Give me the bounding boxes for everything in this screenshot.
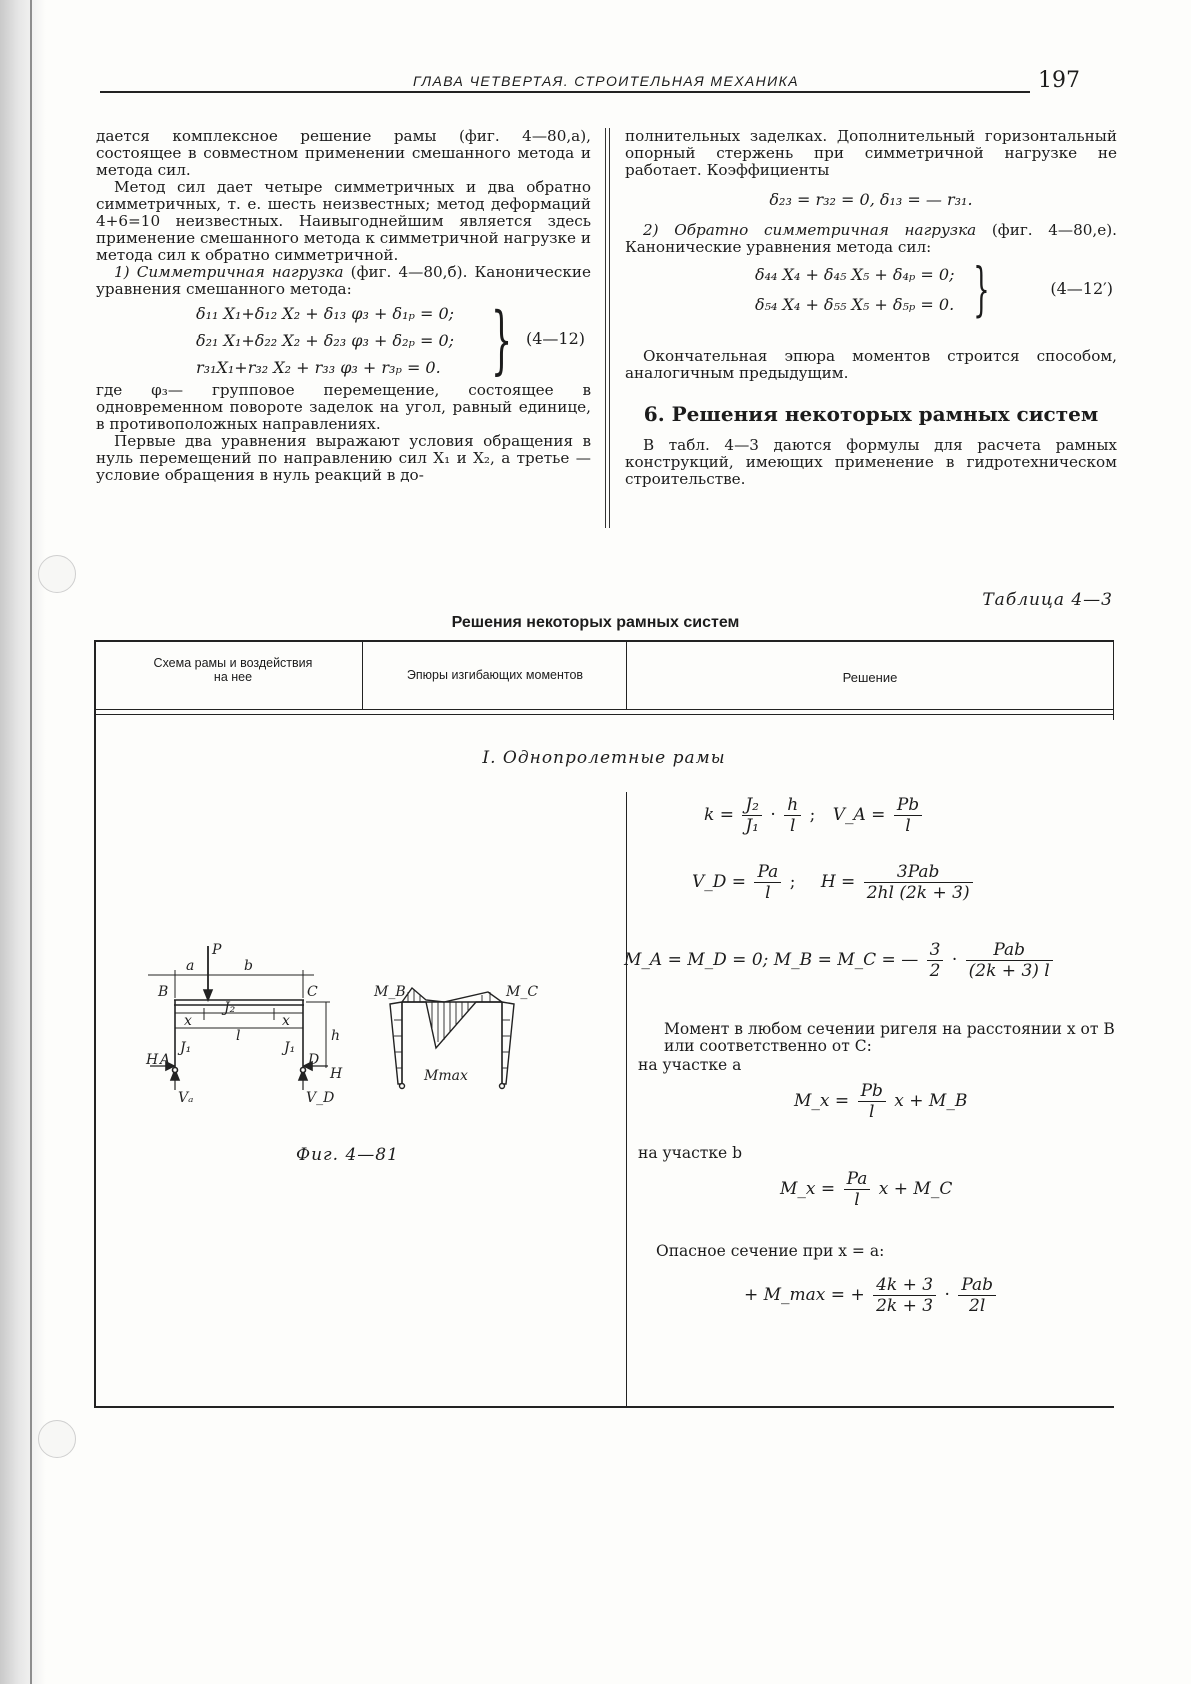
coefficient-equation: δ₂₃ = r₃₂ = 0, δ₁₃ = — r₃₁.: [769, 190, 973, 209]
fig-label-mc: M_C: [506, 984, 539, 1000]
table-section-single-span: I. Однопролетные рамы: [482, 748, 726, 768]
denominator: 2l: [969, 1296, 986, 1316]
fig-label-vd: V_D: [306, 1090, 335, 1106]
fig-label-j2: J₂: [224, 1000, 236, 1016]
fig-label-l: l: [236, 1028, 241, 1044]
fraction-4k3-2k3: [873, 1275, 936, 1316]
numerator: Pa: [754, 862, 781, 883]
equation-4-12-line-2: δ₂₁ X₁+δ₂₂ X₂ + δ₂₃ φ₃ + δ₂ₚ = 0;: [196, 331, 455, 350]
dot: ·: [944, 1285, 950, 1305]
m-lhs: M_A = M_D = 0; M_B = M_C = —: [624, 950, 919, 970]
fraction-pb-l: [858, 1081, 886, 1122]
table-label: Таблица 4—3: [982, 590, 1113, 610]
numerator: Pab: [958, 1275, 996, 1296]
antisymmetric-load-lead: 2) Обратно симметричная нагрузка: [643, 221, 977, 239]
fig-label-h: h: [331, 1028, 341, 1044]
denominator: 2k + 3: [876, 1296, 934, 1316]
fig-label-x-left: x: [184, 1013, 192, 1029]
section-heading: 6. Решения некоторых рамных систем: [643, 402, 1099, 426]
punch-hole-lower: [38, 1420, 76, 1458]
dot: ·: [951, 950, 958, 970]
mx1-lhs: M_x =: [794, 1091, 850, 1111]
chapter-title: ГЛАВА ЧЕТВЕРТАЯ. СТРОИТЕЛЬНАЯ МЕХАНИКА: [405, 73, 807, 89]
formula-vd-h: [692, 862, 976, 903]
fig-label-a: a: [186, 958, 195, 974]
antisymmetric-load-rest: (фиг. 4—80,е). Канонические уравнения метода сил:: [625, 221, 1118, 256]
fraction-pab-2k3l: [966, 940, 1053, 981]
right-column: [625, 128, 1117, 488]
table-header-scheme-line-2: на нее: [213, 670, 253, 684]
denominator: (2k + 3) l: [968, 961, 1050, 981]
symmetric-load-lead: 1) Симметричная нагрузка: [114, 263, 344, 281]
solution-text-segment-b: на участке b: [638, 1144, 743, 1162]
equation-4-12p-line-1: δ₄₄ X₄ + δ₄₅ X₅ + δ₄ₚ = 0;: [755, 265, 955, 284]
denominator: 2hl (2k + 3): [866, 883, 970, 903]
fraction-pa-l: [844, 1169, 871, 1210]
fig-label-x-right: x: [282, 1013, 290, 1029]
denominator: l: [869, 1102, 875, 1122]
numerator: 3: [927, 940, 944, 961]
mx2-rhs: x + M_C: [878, 1179, 953, 1199]
right-paragraph-3: Окончательная эпюра моментов строится способом, аналогичным предыдущим.: [625, 347, 1117, 382]
fig-label-va: Vₐ: [178, 1090, 194, 1106]
fig-label-a-node: A: [160, 1052, 171, 1068]
left-paragraph-4: где φ₃— групповое перемещение, состоящее в одновременном повороте заделок на угол, равный единице, в противоположных направлениях.: [96, 381, 591, 433]
fraction-pab-2l: [958, 1275, 996, 1316]
left-paragraph-2: Метод сил дает четыре симметричных и два обратно симметричных, т. е. шесть неизвестных; метод деформаций 4+6=10 неизвестных. Наивыгоднейшим является здесь применение смешанного метода к симметричной нагрузке и метода сил к обратно симметричной.: [96, 178, 591, 264]
punch-hole-upper: [38, 555, 76, 593]
left-column: [96, 128, 591, 484]
vd-lhs: V_D =: [692, 872, 747, 892]
denominator: l: [854, 1190, 860, 1210]
numerator: 3Pab: [864, 862, 973, 883]
dot: ·: [770, 805, 776, 825]
table-border-right: [1113, 640, 1115, 720]
denominator: 2: [929, 961, 941, 981]
scan-binding-line: [30, 0, 32, 1684]
table-title: Решения некоторых рамных систем: [451, 614, 740, 631]
fig-label-h-left: H: [146, 1052, 159, 1068]
fig-label-c-node: C: [307, 984, 318, 1000]
fig-label-mmax: Mmax: [424, 1068, 468, 1084]
fig-label-p: P: [212, 942, 222, 958]
denominator: l: [905, 816, 911, 836]
table-body-divider: [626, 792, 627, 1408]
numerator: Pa: [844, 1169, 871, 1190]
formula-mx-a: [794, 1081, 967, 1122]
figure-caption: Фиг. 4—81: [296, 1145, 399, 1165]
equation-system-4-12: [96, 297, 591, 383]
header-rule: [100, 91, 1080, 93]
table-border-top: [94, 640, 1114, 642]
fig-label-b: b: [244, 958, 253, 974]
equation-number-4-12: (4—12): [525, 329, 585, 348]
right-paragraph-4: В табл. 4—3 даются формулы для расчета рамных конструкций, имеющих применение в гидротехническом строительстве.: [625, 436, 1117, 488]
fig-label-b-node: B: [158, 984, 169, 1000]
equation-4-12-line-3: r₃₁X₁+r₃₂ X₂ + r₃₃ φ₃ + r₃ₚ = 0.: [196, 358, 441, 377]
equation-number-4-12-prime: (4—12′): [1050, 279, 1113, 298]
fraction-h-l: [784, 795, 801, 836]
fraction-pa-l: [754, 862, 781, 903]
left-paragraph-3: [96, 264, 591, 298]
equation-brace: }: [973, 255, 990, 323]
column-divider-a: [605, 128, 606, 528]
mx1-rhs: x + M_B: [894, 1091, 968, 1111]
formula-mx-b: [780, 1169, 952, 1210]
denominator: l: [765, 883, 771, 903]
table-border-bottom: [94, 1406, 1114, 1408]
numerator: h: [784, 795, 801, 816]
fig-label-d-node: D: [308, 1052, 320, 1068]
denominator: l: [789, 816, 796, 836]
page-number: 197: [1030, 68, 1080, 93]
separator: ;: [809, 805, 816, 825]
fraction-pb-l: [894, 795, 922, 836]
table-header-scheme: [108, 656, 358, 684]
numerator: Pb: [858, 1081, 886, 1102]
equation-4-12p-line-2: δ₅₄ X₄ + δ₅₅ X₅ + δ₅ₚ = 0.: [755, 295, 955, 314]
formula-mmax: [744, 1275, 999, 1316]
fraction-3pab: [864, 862, 973, 903]
right-paragraph-1: полнительных заделках. Дополнительный горизонтальный опорный стержень при симметричной нагрузке не работает. Коэффициенты: [625, 127, 1117, 179]
table-header-divider-2: [626, 640, 627, 710]
left-paragraph-5: Первые два уравнения выражают условия обращения в нуль перемещений по направлению сил X₁ и X₂, а третье — условие обращения в нуль реакций в до-: [96, 432, 591, 484]
fraction-j2-j1: [742, 795, 762, 836]
formula-k-va: [704, 795, 925, 836]
numerator: Pab: [966, 940, 1053, 961]
numerator: J₂: [742, 795, 762, 816]
fig-label-mb: M_B: [374, 984, 406, 1000]
mx2-lhs: M_x =: [780, 1179, 836, 1199]
solution-text-moment: Момент в любом сечении ригеля на расстоянии x от B или соответственно от C:: [664, 1020, 1115, 1055]
symmetric-load-rest: (фиг. 4—80,б). Канонические уравнения смешанного метода:: [96, 263, 591, 298]
left-paragraph-1: дается комплексное решение рамы (фиг. 4—80,а), состоящее в совместном применении смешанного метода и метода сил.: [96, 127, 591, 179]
equation-4-12-line-1: δ₁₁ X₁+δ₁₂ X₂ + δ₁₃ φ₃ + δ₁ₚ = 0;: [196, 304, 455, 323]
h-lhs: H =: [820, 872, 856, 892]
right-paragraph-2: [625, 222, 1117, 256]
table-header-rule-1: [94, 709, 1114, 710]
running-head: [100, 70, 1080, 100]
numerator: 4k + 3: [873, 1275, 936, 1296]
fig-label-j1-left: J₁: [180, 1040, 192, 1056]
column-divider-b: [609, 128, 610, 528]
numerator: Pb: [894, 795, 922, 816]
formula-moments-ab: [624, 940, 1056, 981]
separator: ;: [789, 872, 796, 892]
solution-text-segment-a: на участке a: [638, 1056, 742, 1074]
table-header-divider-1: [362, 640, 363, 710]
mmax-lhs: + M_max = +: [744, 1285, 865, 1305]
equation-system-4-12-prime: [625, 255, 1117, 323]
table-header-diagrams: Эпюры изгибающих моментов: [406, 668, 584, 682]
solution-text-critical-section: Опасное сечение при x = a:: [656, 1242, 885, 1260]
k-lhs: k =: [704, 805, 734, 825]
va-lhs: V_A =: [832, 805, 886, 825]
table-header-rule-2: [94, 714, 1114, 715]
denominator: J₁: [745, 816, 759, 836]
fraction-3-2: [927, 940, 944, 981]
table-header-solution: Решение: [842, 670, 898, 685]
table-header-scheme-line-1: Схема рамы и воздействия: [153, 656, 313, 670]
figure-4-81: [144, 940, 544, 1160]
equation-brace: }: [490, 297, 513, 383]
frame-solutions-table: [94, 640, 1114, 1408]
fig-label-j1-right: J₁: [284, 1040, 296, 1056]
fig-label-h-right: H: [330, 1066, 343, 1082]
